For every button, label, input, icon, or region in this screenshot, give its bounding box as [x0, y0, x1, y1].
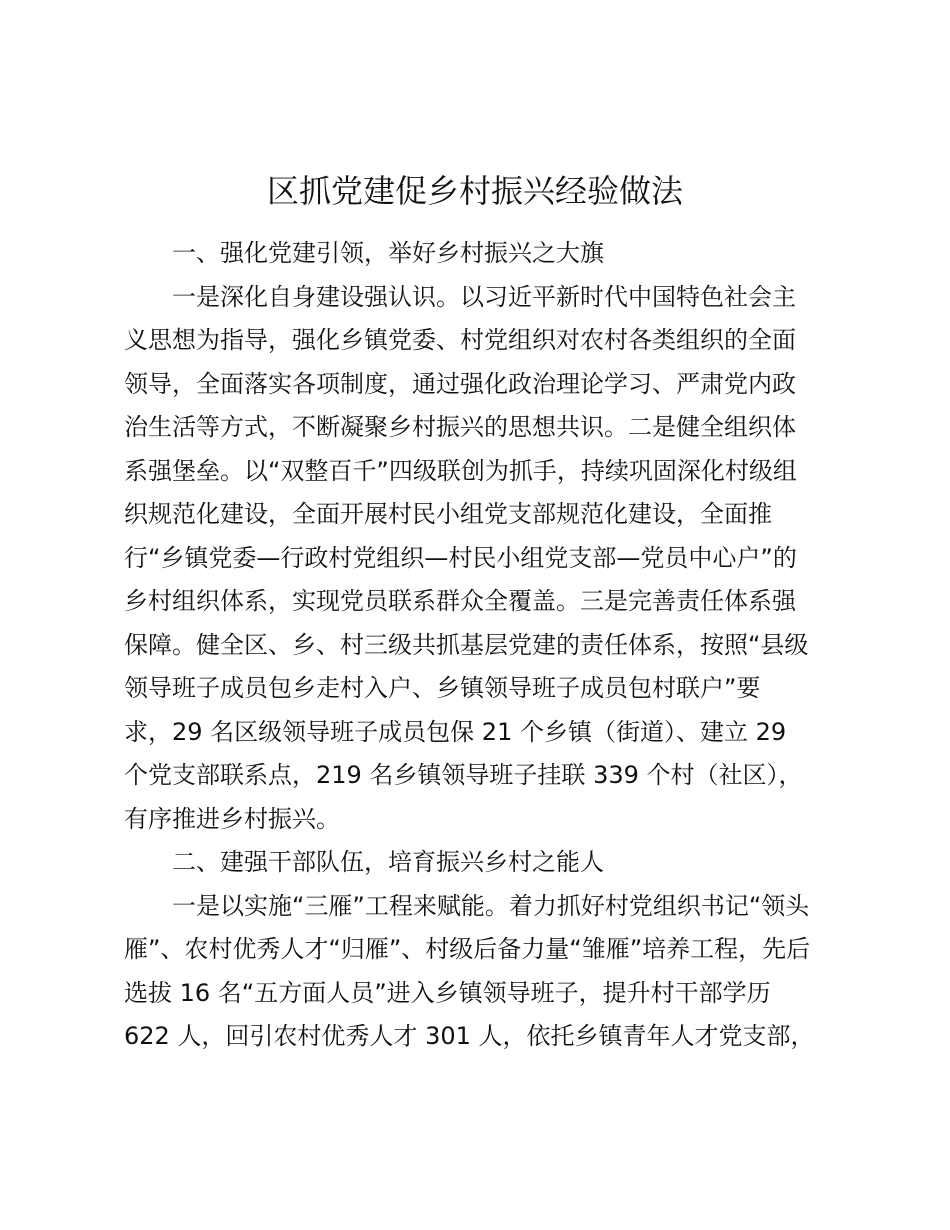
paragraph-line: 系强堡垒。以“双整百千”四级联创为抓手，持续巩固深化村级组 [124, 456, 797, 485]
paragraph-line: 行“乡镇党委—行政村党组织—村民小组党支部—党员中心户”的 [124, 543, 797, 572]
document-title: 区抓党建促乡村振兴经验做法 [266, 172, 683, 210]
paragraph-line: 选拔 16 名“五方面人员”进入乡镇领导班子，提升村干部学历 [124, 978, 771, 1007]
paragraph-line: 个党支部联系点，219 名乡镇领导班子挂联 339 个村（社区）， [124, 761, 803, 789]
paragraph-line: 求，29 名区级领导班子成员包保 21 个乡镇（街道）、建立 29 [124, 717, 787, 746]
paragraph-line: 治生活等方式，不断凝聚乡村振兴的思想共识。二是健全组织体 [124, 413, 796, 441]
paragraph-line: 一是以实施“三雁”工程来赋能。着力抓好村党组织书记“领头 [172, 891, 810, 920]
paragraph-line: 保障。健全区、乡、村三级共抓基层党建的责任体系，按照“县级 [124, 630, 809, 659]
paragraph-line: 622 人，回引农村优秀人才 301 人，依托乡镇青年人才党支部， [124, 1022, 815, 1050]
section-heading: 二、建强干部队伍，培育振兴乡村之能人 [172, 848, 604, 876]
paragraph-line: 有序推进乡村振兴。 [124, 804, 340, 833]
paragraph-line: 织规范化建设，全面开展村民小组党支部规范化建设，全面推 [124, 500, 772, 528]
paragraph-line: 领导，全面落实各项制度，通过强化政治理论学习、严肃党内政 [124, 369, 796, 398]
paragraph-line: 乡村组织体系，实现党员联系群众全覆盖。三是完善责任体系强 [124, 587, 796, 615]
paragraph-line: 一是深化自身建设强认识。以习近平新时代中国特色社会主 [172, 282, 796, 311]
paragraph-line: 领导班子成员包乡走村入户、乡镇领导班子成员包村联户”要 [124, 674, 761, 702]
document-body [124, 232, 836, 1059]
paragraph-line: 雁”、农村优秀人才“归雁”、村级后备力量“雏雁”培养工程，先后 [124, 935, 811, 963]
paragraph-line: 义思想为指导，强化乡镇党委、村党组织对农村各类组织的全面 [124, 326, 796, 354]
section-heading: 一、强化党建引领，举好乡村振兴之大旗 [172, 239, 604, 267]
